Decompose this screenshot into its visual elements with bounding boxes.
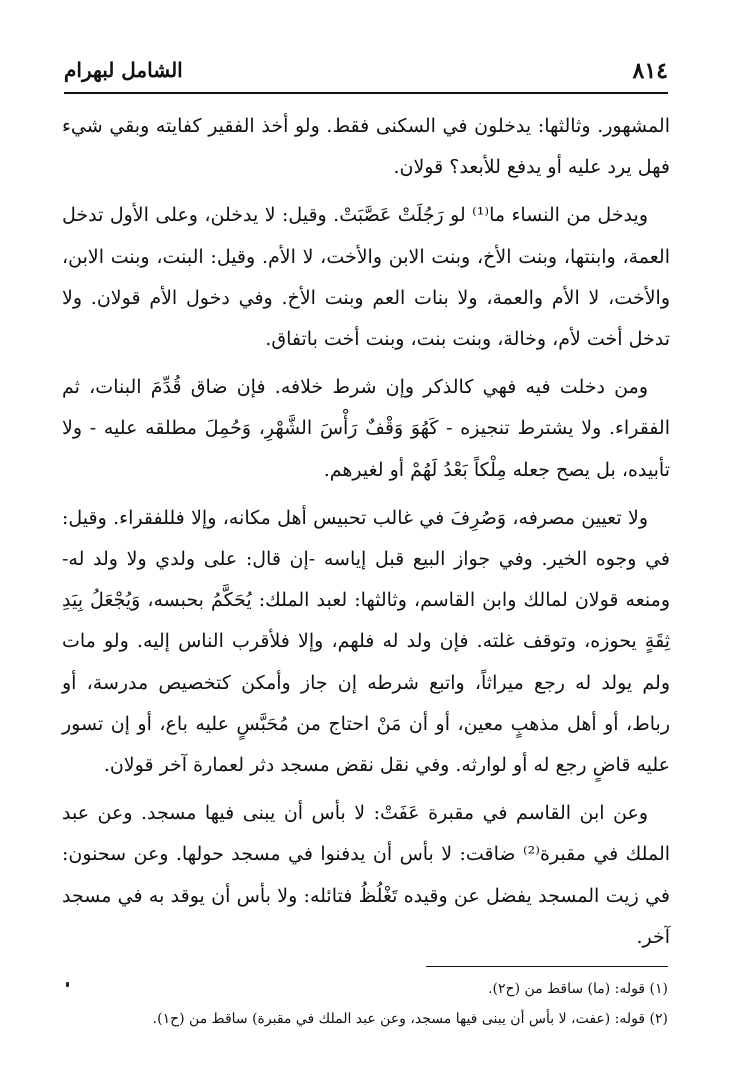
page-header xyxy=(64,52,668,92)
paragraph: ويدخل من النساء ما⁽¹⁾ لو رَجُلَتْ عَصَّبَتْ. وقيل: لا يدخلن، وعلى الأول تدخل العمة، وابنتها، وبنت الأخ، وبنت الابن والأخت، لا الأم. وقيل: البنت، وبنت الابن، والأخت، لا الأم والعمة، ولا بنات العم وبنت الأخ. وفي دخول الأم قولان. ولا تدخل أخت لأم، وخالة، وبنت بنت، وبنت أخت باتفاق. xyxy=(62,204,670,351)
paragraph: وعن ابن القاسم في مقبرة عَفَتْ: لا بأس أن يبنى فيها مسجد. وعن عبد الملك في مقبرة⁽²⁾ ضاقت: لا بأس أن يدفنوا في مسجد حولها. وعن سحنون: في زيت المسجد يفضل عن وقيده تَغْلُظُ فتائله: ولا بأس أن يوقد به في مسجد آخر. xyxy=(62,802,671,948)
main-text xyxy=(62,106,670,958)
footnote-rule xyxy=(426,966,668,967)
paragraph: المشهور. وثالثها: يدخلون في السكنى فقط. ولو أخذ الفقير كفايته وبقي شيء فهل يرد عليه أو يدفع للأبعد؟ قولان. xyxy=(62,115,670,179)
running-title: الشامل لبهرام xyxy=(64,58,183,82)
paragraph: ولا تعيين مصرفه، وَصُرِفَ في غالب تحبيس أهل مكانه، وإلا فللفقراء. وقيل: في وجوه الخير. وفي جواز البيع قبل إياسه -إن قال: على ولدي ولا ولد له- ومنعه قولان لمالك وابن القاسم، وثالثها: لعبد الملك: يُحَكَّمُ بحبسه، وَيُجْعَلُ بِيَدِ ثِقَةٍ يحوزه، وتوقف غلته. فإن ولد له فلهم، وإلا فلأقرب الناس إليه. ولو مات ولم يولد له رجع ميراثاً، واتبع شرطه إن جاز وأمكن كتخصيص مدرسة، أو رباط، أو أهل مذهبٍ معين، أو أن مَنْ احتاج من مُحَبَّسٍ عليه باع، أو إن تسور عليه قاضٍ رجع له أو لوارثه. وفي نقل نقض مسجد دثر لعمارة آخر قولان. xyxy=(62,506,670,777)
paragraph: ومن دخلت فيه فهي كالذكر وإن شرط خلافه. فإن ضاق قُدِّمَ البنات، ثم الفقراء. ولا يشترط تنجيزه - كَهُوَ وَقْفٌ رَأْسَ الشَّهْرِ، وَحُمِلَ مطلقه عليه - ولا تأبيده، بل يصح جعله مِلْكاً بَعْدُ لَهُمْ أو لغيرهم. xyxy=(62,376,670,481)
footnote: (١) قوله: (ما) ساقط من (ح٢). xyxy=(488,981,668,997)
page-number: ٨١٤ xyxy=(632,58,668,84)
footnote: (٢) قوله: (عفت، لا بأس أن يبنى فيها مسجد، وعن عبد الملك في مقبرة) ساقط من (ح١). xyxy=(152,1011,668,1027)
footnotes xyxy=(64,974,668,1034)
scan-speck xyxy=(66,982,69,987)
header-rule xyxy=(64,92,668,94)
